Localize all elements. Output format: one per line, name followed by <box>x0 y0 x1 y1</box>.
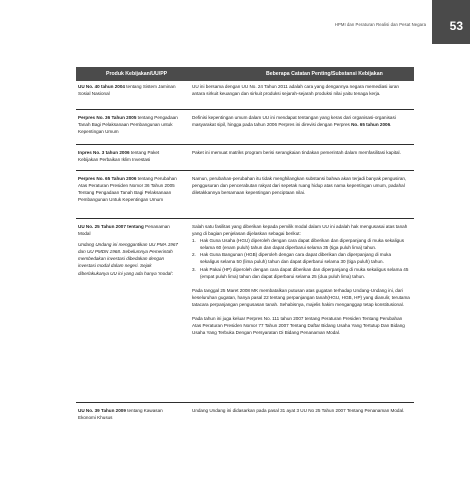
note-paragraph: Pada tanggal 25 Maret 2008 MK membatalkan putusan atas gugatan terhadap Undang-Undang ini, dari keseluruhan gugatan, hanya pasal 22 tentang perpanjangan tanah(HGU, HGB, HP) yang dianulir, terutama tatacara perpanjangan pengusasan tanah. Sehabisnya, majelis hakim menganggap tetap konstitusional. <box>192 287 410 307</box>
table-header <box>76 67 414 81</box>
policy-name-cell: Perpres No. 36 Tahun 2005 tentang Pengadaan Tanah Bagi Pelaksanaan Pembangunan untuk Kepentingan Umum <box>78 115 178 135</box>
policy-note-cell: Paket ini memuat matriks program berisi serangkaian tindakan pemerintah dalam memfasilitasi kapital. <box>192 150 401 155</box>
policy-table <box>76 82 414 425</box>
table-row <box>76 82 414 110</box>
policy-name-cell: Inpres No. 3 tahun 2006 tentang Paket Kebijakan Perbaikan Iklim Investasi <box>78 150 160 163</box>
list-item: 2. Hak Guna Bangunan (HGB) diperoleh dengan cara dapat diberikan dan diperpanjang di muka sekaligus selama 50 (lima puluh) tahun dan dapat diperbarui selama 30 (tiga puluh) tahun. <box>192 252 392 265</box>
header-policy-notes: Beberapa Catatan Penting/Substansi Kebijakan <box>266 71 383 77</box>
policy-note-cell: Undang Undang ini didasarkan pada pasal 31 ayat 3 UU No 25 Tahun 2007 Tentang Penanaman Modal. <box>192 408 405 413</box>
policy-side-note: Undang Undang ini menggantikan UU PMA 1967 dan UU PMDN 1968. Sebelumnya Pemerintah membedakan investasi dibedakan dengan investasi modal dalam negeri. Sejak diberlakukanya UU ini yang ada hanya 'modal'. <box>78 242 178 276</box>
page-number: 53 <box>449 19 463 33</box>
list-item: 1. Hak Guna Usaha (HGU) diperoleh dengan cara dapat diberikan dan diperpanjang di muka sekaligus selama 60 (enam puluh) tahun dan dapat diperbarui selama 35 (tiga puluh lima) tahun. <box>192 238 405 251</box>
table-row <box>76 145 414 171</box>
table-row <box>76 403 414 425</box>
table-row <box>76 219 414 403</box>
policy-note-cell: Namun, perubahan-perubahan itu tidak menghilangkan substansi bahwa akan terjadi banyak pengusiran, penggusuran dan pencerabutan rakyat dari sepetak ruang hidup atas nama kepentingan umum, padahal diletakkannya bersamaan kepentingan penciptaan nilai. <box>192 176 407 196</box>
policy-note-cell: UU ini bersama dengan UU No. 24 Tahun 2011 adalah cara yang dengannya negara memediasi iuran antara sirkuit keuangan dan sirkuit produksi sejarah-sejarah produksi nilai yaitu tenaga kerja. <box>192 84 399 97</box>
list-item: 3. Hak Pakai (HP) diperoleh dengan cara dapat diberikan dan diperpanjang di muka sekaligus selama 45 (empat puluh lima) tahun dan dapat diperbarui selama 25 (dua puluh lima) tahun. <box>192 266 409 279</box>
note-paragraph: Pada tahun ini juga keluar Perpres No. 111 tahun 2007 tentang Peraturan Presiden Tentang Perubahan Atas Peraturan Presiden Nomor 77 Tahun 2007 Tentang Daftar Bidang Usaha Yang Tertutup Dan Bidang Usaha Yang Terbuka Dengan Persyaratan Di Bidang Penanaman Modal. <box>192 316 405 336</box>
page-number-tab <box>432 0 470 44</box>
policy-name-cell: UU No. 25 Tahun 2007 tentang Penanaman Modal Undang Undang ini menggantikan UU PMA 1967 dan UU PMDN 1968. Sebelumnya Pemerintah membedakan investasi dibedakan dengan investasi modal dalam negeri. Sejak diberlakukanya UU ini yang ada hanya 'modal'. <box>78 224 178 276</box>
policy-name-cell: UU No. 40 tahun 2004 tentang Sistem Jaminan Sosial Nasional <box>78 84 176 97</box>
policy-name-cell: UU No. 39 Tahun 2009 tentang Kawasan Ekonomi Khusus <box>78 408 163 421</box>
note-intro: Salah satu fasilitas yang diberikan kepada pemilik modal dalam UU ini adalah hak mengusasai atas tanah yang di bagian penjelasan dijelaskan sebagai berikut: <box>192 224 408 237</box>
table-row <box>76 110 414 145</box>
table-row <box>76 171 414 219</box>
policy-name-cell: Perpres No. 65 Tahun 2006 tentang Perubahan Atas Peraturan Presiden Nomor 36 Tahun 2005 Tentang Pengadaan Tanah Bagi Pelaksanaan Pembangunan Untuk Kepentingan Umum <box>78 176 177 203</box>
running-head: HPMI dan Peraturan Realisi dan Pesat Negara <box>334 22 426 27</box>
policy-note-cell: Definisi kepentingan umum dalam UU ini mendapat tentangan yang keras dari organisasi-organisasi masyarakat sipil, hingga pada tahun 2006 Perpres ini direvisi dengan Perpres No. 65 tahun 2006. <box>192 115 396 128</box>
policy-note-cell <box>192 223 410 339</box>
header-policy-product: Produk Kebijakan/UU/PP <box>106 71 168 77</box>
